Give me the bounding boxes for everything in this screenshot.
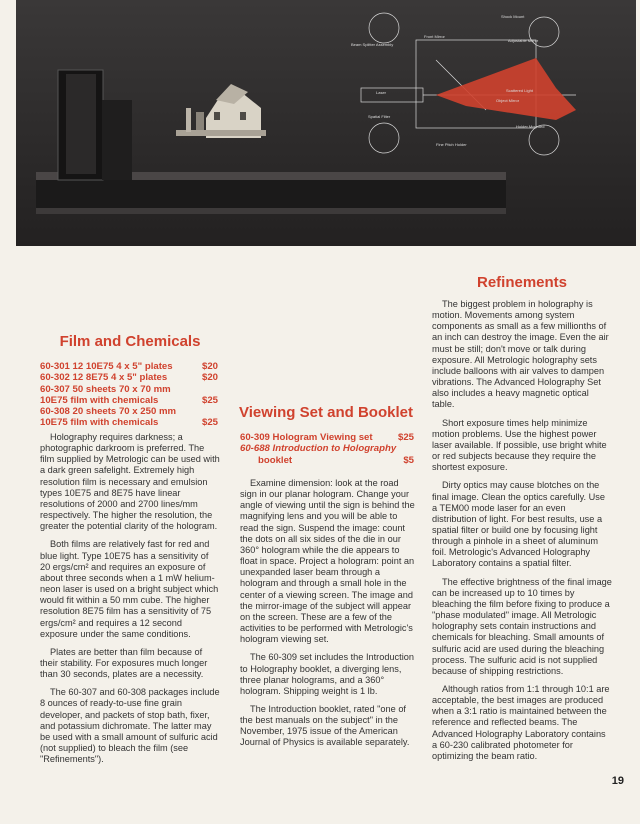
diagram-label: Laser <box>376 90 387 95</box>
paragraph: The Introduction booklet, rated "one of the best manuals on the subject" in the November, 1975 issue of the American Journal of Physics is available separately. <box>240 703 410 748</box>
paragraph: The effective brightness of the final image can be increased up to 10 times by bleaching the film before fixing to produce a "phase modulated" image. All Metrologic holography sets contain instructions and chemicals for bleaching. Small amounts of sulfuric acid are used during the bleaching process. The sulfuric acid is not supplied because of shipping restrictions. <box>432 576 612 676</box>
film-section-title: Film and Chemicals <box>59 333 201 350</box>
product-line: 60-308 20 sheets 70 x 250 mm <box>40 406 177 418</box>
film-body-text <box>40 432 220 772</box>
product-line: 60-301 12 10E75 4 x 5" plates $20 <box>40 361 218 372</box>
page-number: 19 <box>611 775 624 787</box>
paragraph: Dirty optics may cause blotches on the final image. Clean the optics carefully. Use a TEM00 mode laser for an even distribution of light. For best results, use a spatial filter or build one by focusing light through a pinhole in a sheet of aluminum foil. Metrologic's Advanced Holography Laboratory contains a spatial filter. <box>432 480 605 569</box>
diagram-label: Beam Splitter Assembly <box>351 42 394 47</box>
paragraph: The 60-307 and 60-308 packages include 8 ounces of ready-to-use fine grain developer, and packets of stop bath, fixer, and potassium dichromate. The latter may be used with a small amount of sulfuric acid (not supplied) to bleach the film (see "Refinements"). <box>40 687 220 765</box>
viewing-section-title: Viewing Set and Booklet <box>239 404 413 421</box>
product-line: 10E75 film with chemicals $25 <box>40 394 218 406</box>
paragraph: Holography requires darkness; a photographic darkroom is preferred. The film supplied by Metrologic can be used with a dark green safelight. Extremely high resolution film is necessary and emulsion types 10E75 and 8E75 have linear resolutions of 2000 and 2700 lines/mm respectively. The higher the resolution, the greater the potential clarity of the hologram. <box>40 432 220 532</box>
viewing-body-text <box>240 478 415 756</box>
diagram-label: Object Mirror <box>496 98 520 103</box>
refinements-section-title: Refinements <box>476 274 568 291</box>
refinements-body-text <box>432 299 612 769</box>
product-line: 10E75 film with chemicals $25 <box>40 417 218 429</box>
product-line: 60-688 Introduction to Holography <box>240 443 397 455</box>
diagram-label: Fine Pitch Holder <box>436 142 467 147</box>
film-product-list <box>40 361 218 429</box>
product-line: booklet $5 <box>258 454 414 466</box>
paragraph: Both films are relatively fast for red and blue light. Type 10E75 has a sensitivity of 20 ergs/cm² and requires an exposure of about three seconds when a 1 mW helium-neon laser is used on a bright subject which would fit within a 50 mm cube. The higher resolution 8E75 film has a sensitivity of 75 ergs/cm² and requires a 12 second exposure under the same conditions. <box>40 539 219 639</box>
paragraph: Examine dimension: look at the road sign in our planar hologram. Change your angle of viewing until the sign is behind the magnifying lens and you will be able to read the sign. Suspend the image: count the dots on all six sides of the die in our 360° hologram while the die appears to float in space. Project a hologram: point an unexpanded laser beam through a hologram and through a small hole in the center of a viewing screen. The image and the mirror-image of the subject will appear on the screen. These are a few of the activities to be performed with Metrologic's hologram viewing set. <box>240 478 415 645</box>
diagram-label: Spatial Filter <box>368 114 391 119</box>
product-line: 60-307 50 sheets 70 x 70 mm <box>40 383 171 395</box>
paragraph: Short exposure times help minimize motion problems. Use the highest power laser available. If possible, use bright white or red subjects because they require the shortest exposure. <box>432 417 607 473</box>
paragraph: Although ratios from 1:1 through 10:1 are acceptable, the best images are produced when a 3:1 ratio is maintained between the reference and reflected beams. The Advanced Holography Laboratory contains a 60-230 calibrated photometer for optimizing the beam ratio. <box>432 684 610 761</box>
product-line: 60-309 Hologram Viewing set $25 <box>240 432 414 443</box>
diagram-label: Adjustable Mirror <box>508 38 539 43</box>
photo-svg <box>16 0 636 246</box>
diagram-label: Scattered Light <box>506 88 533 93</box>
diagram-label: Holder Mounted <box>516 124 545 129</box>
diagram-label: Front Mirror <box>424 34 445 39</box>
paragraph: The 60-309 set includes the Introduction to Holography booklet, a diverging lens, three planar holograms, and a 360° hologram. Shipping weight is 1 lb. <box>240 652 414 696</box>
hologram-photograph <box>16 0 636 246</box>
viewing-product-list <box>240 432 414 466</box>
product-line: 60-302 12 8E75 4 x 5" plates $20 <box>40 372 218 384</box>
paragraph: Plates are better than film because of their stability. For exposures much longer than 30 seconds, plates are a necessity. <box>40 646 208 680</box>
paragraph: The biggest problem in holography is motion. Movements among system components as small as a few millionths of an inch can destroy the image. Even the air must be still; don't move or talk during exposure. All Metrologic holography sets include balloons with air valves to dampen vibrations. The Advanced Holography Set also includes a heavy magnetic optical table. <box>432 299 609 410</box>
diagram-label: Shock Mount <box>501 14 525 19</box>
